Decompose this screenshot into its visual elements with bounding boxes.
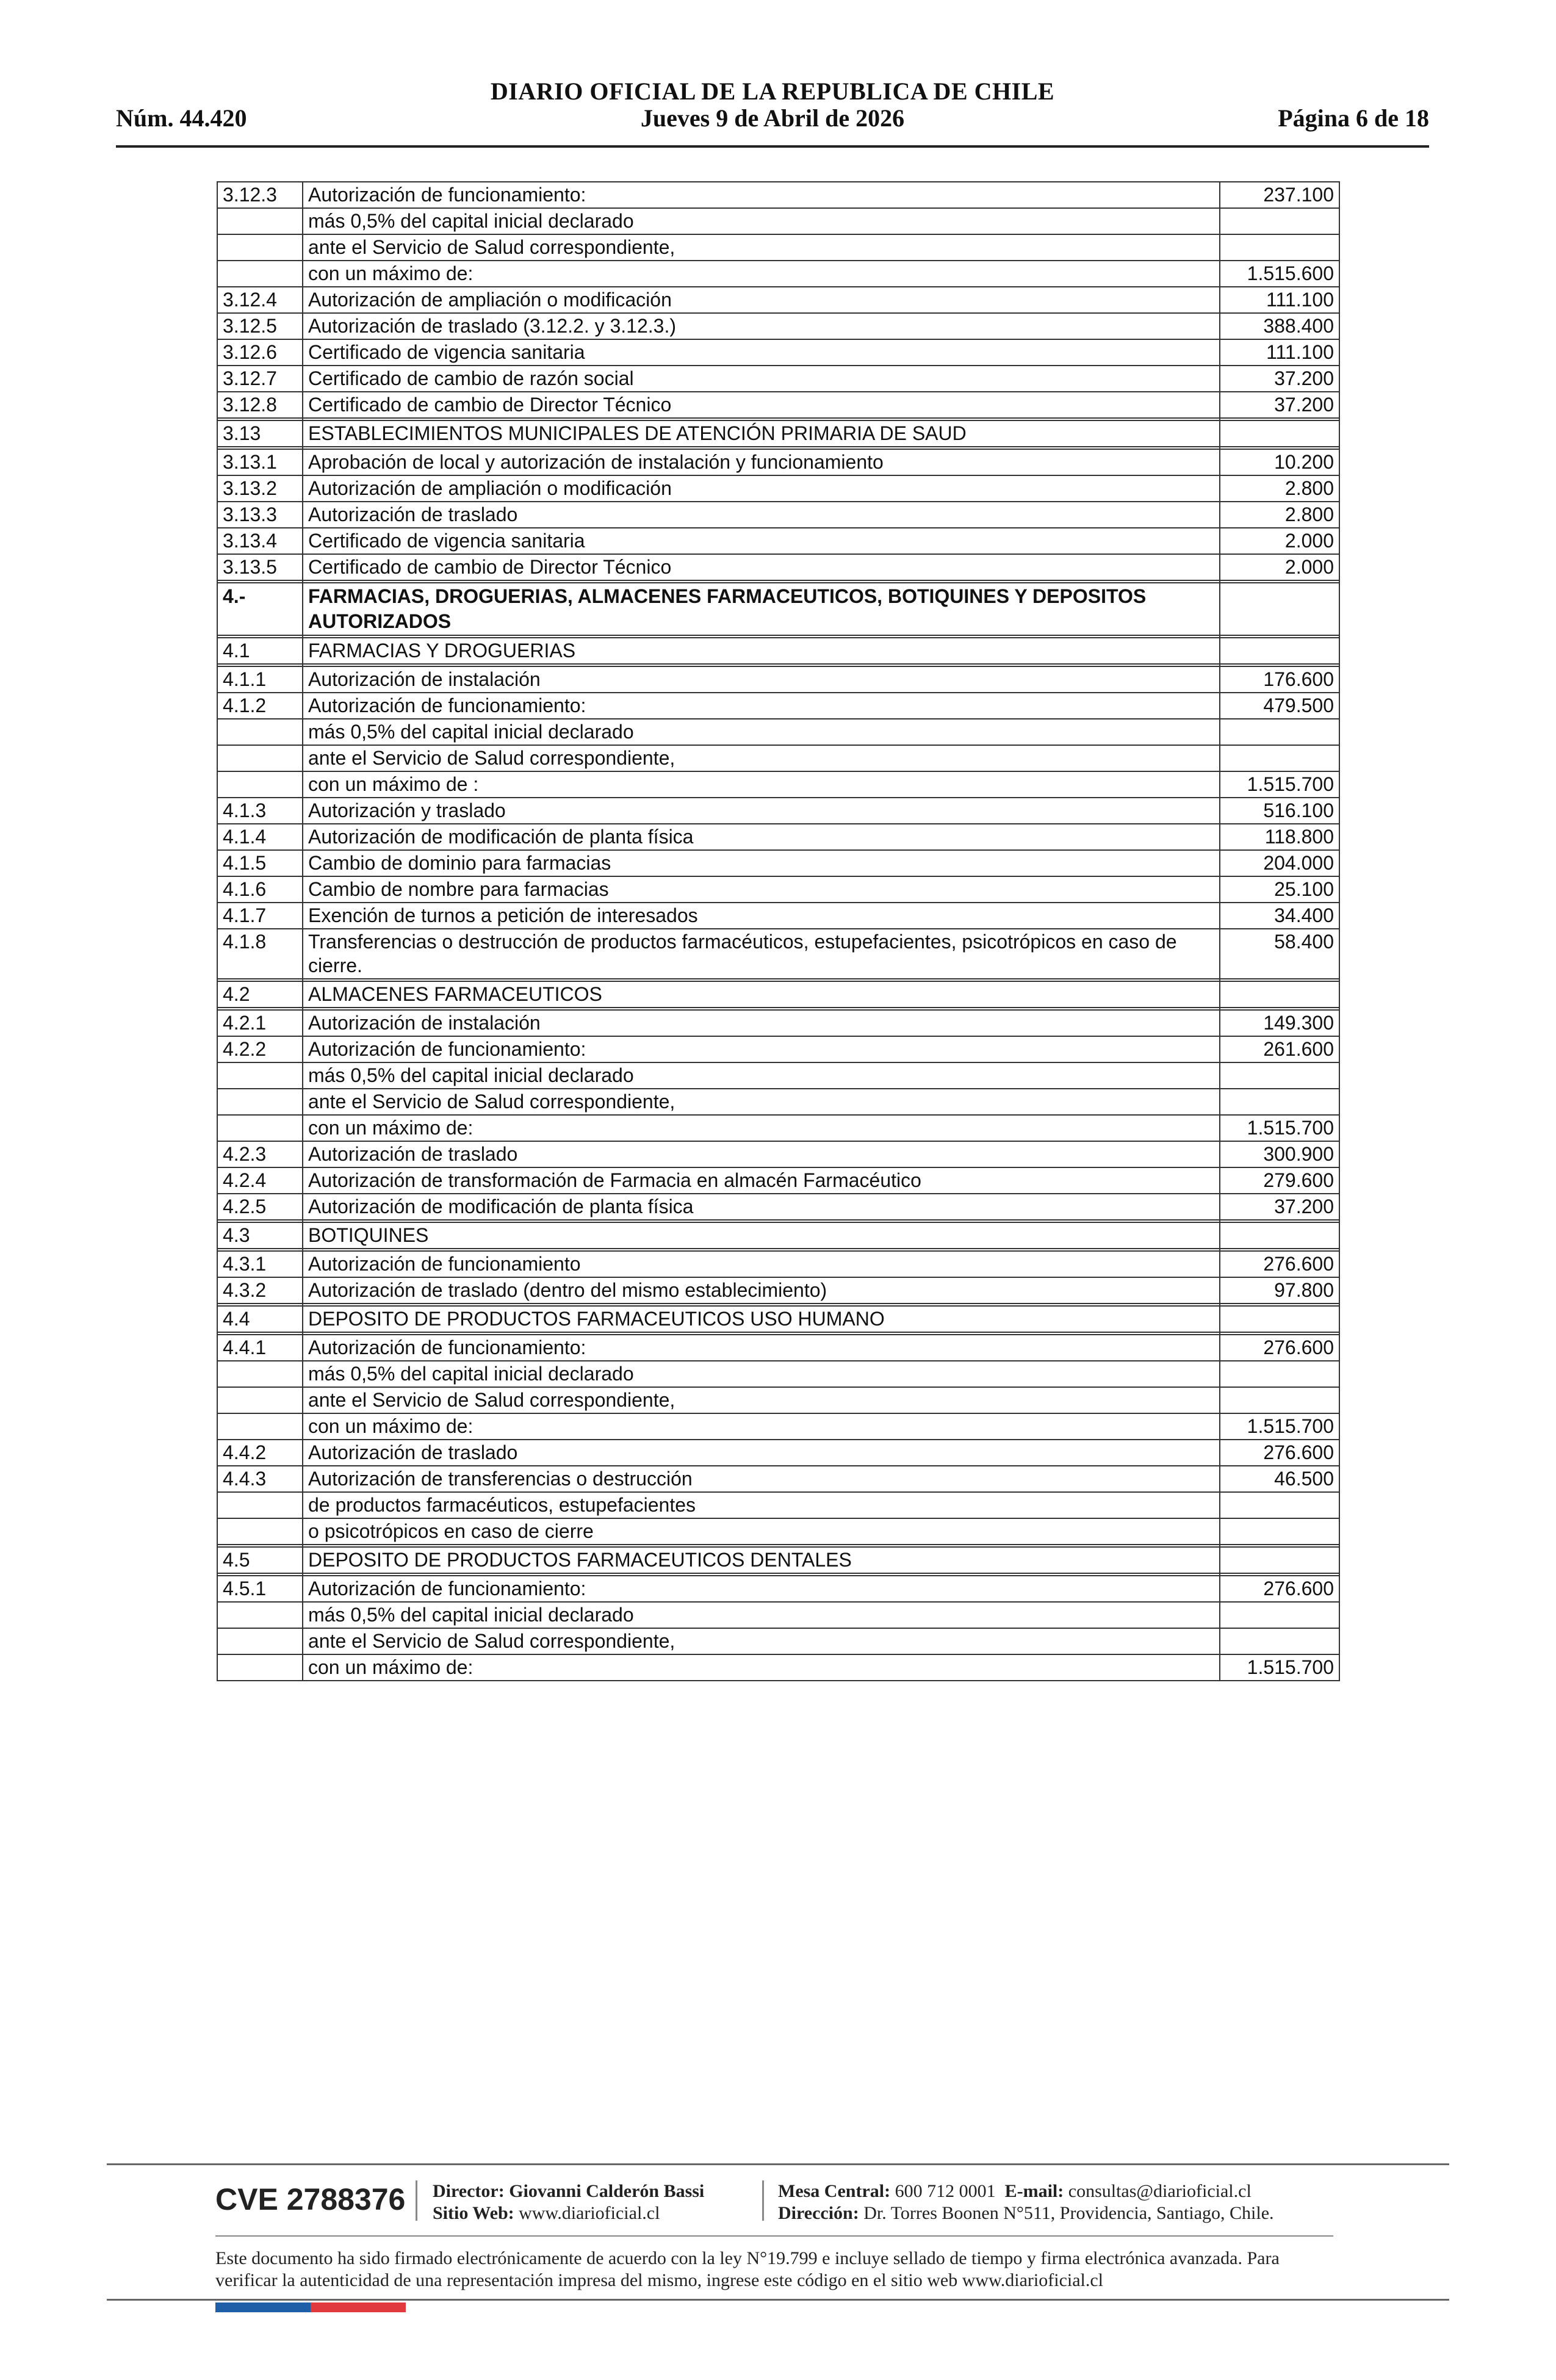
footer-divider <box>215 2235 1333 2237</box>
fee-amount: 111.100 <box>1220 339 1339 366</box>
fee-amount <box>1220 745 1339 771</box>
publication-title: DIARIO OFICIAL DE LA REPUBLICA DE CHILE <box>490 78 1055 105</box>
fee-description: Autorización de instalación <box>303 666 1220 693</box>
director-name: Giovanni Calderón Bassi <box>509 2181 705 2201</box>
phone-label: Mesa Central: <box>778 2181 891 2201</box>
fee-description: ante el Servicio de Salud correspondiente, <box>303 1387 1220 1413</box>
fee-amount: 2.000 <box>1220 528 1339 554</box>
fee-code: 4.2.3 <box>217 1141 303 1167</box>
fee-code: 3.12.3 <box>217 182 303 208</box>
fee-row-continuation <box>217 261 1339 287</box>
director-label: Director: <box>433 2181 505 2201</box>
fee-description: Autorización de traslado <box>303 1141 1220 1167</box>
fee-row <box>217 1576 1339 1602</box>
fee-description: Transferencias o destrucción de productos farmacéuticos, estupefacientes, psicotrópicos en caso de cierre. <box>303 929 1220 979</box>
fee-code: 4.1.7 <box>217 903 303 929</box>
fee-description: más 0,5% del capital inicial declarado <box>303 1361 1220 1387</box>
fee-code: 3.12.6 <box>217 339 303 366</box>
fee-row-continuation <box>217 208 1339 234</box>
fee-description: DEPOSITO DE PRODUCTOS FARMACEUTICOS USO HUMANO <box>303 1306 1220 1332</box>
fee-amount <box>1220 1518 1339 1545</box>
fee-row <box>217 1335 1339 1361</box>
fee-amount: 1.515.700 <box>1220 1654 1339 1681</box>
fee-code: 3.13.1 <box>217 449 303 475</box>
page-header <box>116 73 1429 148</box>
fee-amount: 237.100 <box>1220 182 1339 208</box>
fee-amount: 118.800 <box>1220 824 1339 850</box>
fee-code: 4.5.1 <box>217 1576 303 1602</box>
fee-amount: 300.900 <box>1220 1141 1339 1167</box>
fee-row <box>217 1167 1339 1194</box>
fee-description: ante el Servicio de Salud correspondiente, <box>303 1089 1220 1115</box>
fee-amount <box>1220 981 1339 1008</box>
fee-row <box>217 528 1339 554</box>
fee-code: 3.13 <box>217 420 303 447</box>
fee-amount: 37.200 <box>1220 1194 1339 1220</box>
fee-code: 4.4 <box>217 1306 303 1332</box>
fee-row-continuation <box>217 1062 1339 1089</box>
fee-code <box>217 1413 303 1440</box>
fee-code <box>217 1492 303 1518</box>
fee-amount: 37.200 <box>1220 366 1339 392</box>
fee-code: 3.12.4 <box>217 287 303 313</box>
fee-code: 4.3 <box>217 1222 303 1249</box>
fee-amount <box>1220 234 1339 261</box>
fee-row <box>217 666 1339 693</box>
fee-code <box>217 1361 303 1387</box>
director-line <box>433 2180 704 2202</box>
cve-code: CVE 2788376 <box>215 2182 406 2216</box>
fee-code <box>217 1115 303 1141</box>
fee-row <box>217 392 1339 418</box>
fee-row <box>217 903 1339 929</box>
fee-description: o psicotrópicos en caso de cierre <box>303 1518 1220 1545</box>
fee-description: Autorización de funcionamiento: <box>303 1036 1220 1062</box>
fee-row <box>217 1277 1339 1304</box>
fee-code: 3.13.2 <box>217 475 303 502</box>
fee-row <box>217 798 1339 824</box>
fee-description: más 0,5% del capital inicial declarado <box>303 1062 1220 1089</box>
fee-code: 4.2.1 <box>217 1010 303 1036</box>
fee-row <box>217 287 1339 313</box>
fee-code: 3.13.3 <box>217 502 303 528</box>
fee-description: DEPOSITO DE PRODUCTOS FARMACEUTICOS DENTALES <box>303 1547 1220 1573</box>
fee-code: 4.4.1 <box>217 1335 303 1361</box>
fee-description: ESTABLECIMIENTOS MUNICIPALES DE ATENCIÓN PRIMARIA DE SAUD <box>303 420 1220 447</box>
phone-email-line <box>778 2180 1274 2202</box>
fee-code: 4.5 <box>217 1547 303 1573</box>
address-value: Dr. Torres Boonen N°511, Providencia, Santiago, Chile. <box>863 2203 1274 2223</box>
fee-code <box>217 261 303 287</box>
fee-description: Autorización de funcionamiento: <box>303 693 1220 719</box>
fee-amount: 37.200 <box>1220 392 1339 418</box>
fee-amount <box>1220 719 1339 745</box>
fee-row <box>217 929 1339 979</box>
fee-amount <box>1220 1222 1339 1249</box>
fee-amount: 479.500 <box>1220 693 1339 719</box>
publication-date: Jueves 9 de Abril de 2026 <box>640 104 905 132</box>
fee-description: Certificado de cambio de Director Técnico <box>303 392 1220 418</box>
fee-amount: 261.600 <box>1220 1036 1339 1062</box>
fee-amount <box>1220 1547 1339 1573</box>
fee-code: 4.2.5 <box>217 1194 303 1220</box>
flag-stripe-red <box>311 2302 406 2312</box>
fee-amount: 1.515.700 <box>1220 1115 1339 1141</box>
fee-row <box>217 366 1339 392</box>
fee-amount <box>1220 638 1339 664</box>
fee-description: Cambio de nombre para farmacias <box>303 876 1220 903</box>
footer-divider <box>107 2299 1449 2301</box>
fee-amount <box>1220 208 1339 234</box>
fee-row-continuation <box>217 1628 1339 1654</box>
fee-amount: 111.100 <box>1220 287 1339 313</box>
fee-row <box>217 876 1339 903</box>
fee-description: Autorización de funcionamiento: <box>303 182 1220 208</box>
fee-description: con un máximo de: <box>303 261 1220 287</box>
fee-amount: 1.515.600 <box>1220 261 1339 287</box>
fee-description: Autorización de transferencias o destrucción <box>303 1466 1220 1492</box>
fee-amount: 58.400 <box>1220 929 1339 979</box>
website-label: Sitio Web: <box>433 2203 514 2223</box>
fee-code <box>217 1654 303 1681</box>
website-link[interactable]: www.diarioficial.cl <box>519 2203 660 2223</box>
fee-row <box>217 182 1339 208</box>
fee-row <box>217 638 1339 664</box>
fee-amount: 10.200 <box>1220 449 1339 475</box>
fee-row <box>217 693 1339 719</box>
fee-description: FARMACIAS, DROGUERIAS, ALMACENES FARMACEUTICOS, BOTIQUINES Y DEPOSITOS AUTORIZADOS <box>303 583 1220 635</box>
fee-code: 4.4.3 <box>217 1466 303 1492</box>
fee-table <box>217 181 1340 1681</box>
fee-amount <box>1220 1602 1339 1628</box>
fee-row <box>217 824 1339 850</box>
fee-description: Autorización de modificación de planta física <box>303 1194 1220 1220</box>
fee-code: 4.1.2 <box>217 693 303 719</box>
fee-amount: 276.600 <box>1220 1335 1339 1361</box>
fee-row-continuation <box>217 745 1339 771</box>
fee-description: Autorización de instalación <box>303 1010 1220 1036</box>
fee-amount: 1.515.700 <box>1220 771 1339 798</box>
fee-description: Autorización de traslado (dentro del mismo establecimiento) <box>303 1277 1220 1304</box>
fee-amount: 204.000 <box>1220 850 1339 876</box>
fee-description: ALMACENES FARMACEUTICOS <box>303 981 1220 1008</box>
fee-description: Autorización de funcionamiento <box>303 1251 1220 1277</box>
website-line <box>433 2202 704 2224</box>
fee-amount: 149.300 <box>1220 1010 1339 1036</box>
fee-amount: 176.600 <box>1220 666 1339 693</box>
fee-row <box>217 981 1339 1008</box>
fee-row <box>217 475 1339 502</box>
page-number: Página 6 de 18 <box>1278 104 1429 132</box>
fee-description: con un máximo de : <box>303 771 1220 798</box>
fee-code: 4.1.6 <box>217 876 303 903</box>
fee-code: 4.1.5 <box>217 850 303 876</box>
fee-row <box>217 502 1339 528</box>
fee-amount: 276.600 <box>1220 1576 1339 1602</box>
fee-code: 3.12.7 <box>217 366 303 392</box>
fee-row <box>217 339 1339 366</box>
fee-description: Certificado de cambio de Director Técnico <box>303 554 1220 580</box>
director-block <box>433 2180 704 2224</box>
fee-amount: 276.600 <box>1220 1251 1339 1277</box>
fee-amount: 516.100 <box>1220 798 1339 824</box>
fee-row <box>217 850 1339 876</box>
footer-separator <box>416 2180 417 2221</box>
fee-description: ante el Servicio de Salud correspondiente, <box>303 1628 1220 1654</box>
fee-row <box>217 1440 1339 1466</box>
fee-row-continuation <box>217 1492 1339 1518</box>
fee-description: Certificado de vigencia sanitaria <box>303 528 1220 554</box>
fee-row-continuation <box>217 719 1339 745</box>
fee-row <box>217 1466 1339 1492</box>
fee-code: 4.2.2 <box>217 1036 303 1062</box>
fee-code: 3.13.4 <box>217 528 303 554</box>
fee-code: 4.1.3 <box>217 798 303 824</box>
fee-row-continuation <box>217 1361 1339 1387</box>
fee-row <box>217 1251 1339 1277</box>
fee-description: Exención de turnos a petición de interesados <box>303 903 1220 929</box>
fee-row-continuation <box>217 1654 1339 1681</box>
fee-code: 4.2.4 <box>217 1167 303 1194</box>
fee-row <box>217 1036 1339 1062</box>
fee-code: 4.4.2 <box>217 1440 303 1466</box>
fee-row <box>217 449 1339 475</box>
fee-row-continuation <box>217 234 1339 261</box>
fee-amount <box>1220 420 1339 447</box>
fee-amount: 279.600 <box>1220 1167 1339 1194</box>
fee-code <box>217 1602 303 1628</box>
fee-description: ante el Servicio de Salud correspondiente, <box>303 745 1220 771</box>
fee-amount <box>1220 1306 1339 1332</box>
legal-notice: Este documento ha sido firmado electrónicamente de acuerdo con la ley N°19.799 e incluye sellado de tiempo y firma electrónica avanzada. Para verificar la autenticidad de una representación impresa del mismo, ingrese este código en el sitio web www.diarioficial.cl <box>215 2248 1280 2290</box>
flag-stripe-blue <box>215 2302 311 2312</box>
fee-amount: 25.100 <box>1220 876 1339 903</box>
fee-amount <box>1220 1089 1339 1115</box>
fee-code <box>217 1062 303 1089</box>
fee-code <box>217 1628 303 1654</box>
fee-description: Certificado de cambio de razón social <box>303 366 1220 392</box>
fee-row <box>217 313 1339 339</box>
fee-row-continuation <box>217 1387 1339 1413</box>
footer-divider <box>107 2163 1449 2165</box>
fee-description: con un máximo de: <box>303 1115 1220 1141</box>
fee-description: Cambio de dominio para farmacias <box>303 850 1220 876</box>
issue-number: Núm. 44.420 <box>116 104 247 132</box>
fee-code: 4.1 <box>217 638 303 664</box>
address-line <box>778 2202 1274 2224</box>
fee-code: 3.12.8 <box>217 392 303 418</box>
fee-description: más 0,5% del capital inicial declarado <box>303 208 1220 234</box>
fee-code <box>217 208 303 234</box>
fee-code <box>217 1518 303 1545</box>
fee-row-continuation <box>217 1089 1339 1115</box>
fee-code: 4.3.2 <box>217 1277 303 1304</box>
fee-amount <box>1220 1062 1339 1089</box>
fee-description: con un máximo de: <box>303 1413 1220 1440</box>
fee-amount <box>1220 1492 1339 1518</box>
fee-code <box>217 771 303 798</box>
fee-code: 4.3.1 <box>217 1251 303 1277</box>
fee-code: 3.13.5 <box>217 554 303 580</box>
fee-row <box>217 1194 1339 1220</box>
fee-code: 4.1.8 <box>217 929 303 979</box>
fee-description: Autorización de transformación de Farmacia en almacén Farmacéutico <box>303 1167 1220 1194</box>
fee-code <box>217 1387 303 1413</box>
phone-value: 600 712 0001 <box>895 2181 996 2201</box>
fee-description: Autorización de traslado (3.12.2. y 3.12.3.) <box>303 313 1220 339</box>
fee-code: 4.- <box>217 583 303 635</box>
fee-description: Autorización de ampliación o modificación <box>303 287 1220 313</box>
fee-code <box>217 1089 303 1115</box>
fee-description: Autorización de modificación de planta física <box>303 824 1220 850</box>
email-link[interactable]: consultas@diarioficial.cl <box>1068 2181 1252 2201</box>
fee-code: 4.1.1 <box>217 666 303 693</box>
fee-description: FARMACIAS Y DROGUERIAS <box>303 638 1220 664</box>
fee-row-continuation <box>217 1602 1339 1628</box>
fee-description: ante el Servicio de Salud correspondiente, <box>303 234 1220 261</box>
fee-amount: 34.400 <box>1220 903 1339 929</box>
fee-amount <box>1220 1628 1339 1654</box>
email-label: E-mail: <box>1004 2181 1064 2201</box>
fee-description: Autorización de traslado <box>303 1440 1220 1466</box>
fee-row <box>217 420 1339 447</box>
fee-amount <box>1220 583 1339 635</box>
fee-description: con un máximo de: <box>303 1654 1220 1681</box>
fee-table-body <box>217 182 1339 1681</box>
address-label: Dirección: <box>778 2203 859 2223</box>
fee-row-continuation <box>217 1115 1339 1141</box>
fee-code <box>217 745 303 771</box>
fee-description: Autorización y traslado <box>303 798 1220 824</box>
fee-row-continuation <box>217 1518 1339 1545</box>
fee-description: más 0,5% del capital inicial declarado <box>303 1602 1220 1628</box>
fee-amount: 2.800 <box>1220 475 1339 502</box>
fee-description: BOTIQUINES <box>303 1222 1220 1249</box>
fee-amount: 388.400 <box>1220 313 1339 339</box>
fee-row <box>217 554 1339 580</box>
fee-amount: 276.600 <box>1220 1440 1339 1466</box>
contact-block <box>778 2180 1274 2224</box>
fee-row <box>217 583 1339 635</box>
fee-description: Certificado de vigencia sanitaria <box>303 339 1220 366</box>
fee-description: Autorización de ampliación o modificación <box>303 475 1220 502</box>
fee-amount: 2.000 <box>1220 554 1339 580</box>
fee-amount <box>1220 1361 1339 1387</box>
fee-description: Autorización de funcionamiento: <box>303 1576 1220 1602</box>
fee-code: 3.12.5 <box>217 313 303 339</box>
fee-description: más 0,5% del capital inicial declarado <box>303 719 1220 745</box>
fee-code <box>217 234 303 261</box>
fee-description: Aprobación de local y autorización de instalación y funcionamiento <box>303 449 1220 475</box>
fee-row <box>217 1222 1339 1249</box>
fee-description: de productos farmacéuticos, estupefacientes <box>303 1492 1220 1518</box>
fee-code <box>217 719 303 745</box>
fee-description: Autorización de traslado <box>303 502 1220 528</box>
fee-code: 4.1.4 <box>217 824 303 850</box>
fee-row-continuation <box>217 771 1339 798</box>
fee-amount: 1.515.700 <box>1220 1413 1339 1440</box>
fee-row <box>217 1547 1339 1573</box>
fee-amount: 2.800 <box>1220 502 1339 528</box>
fee-row <box>217 1010 1339 1036</box>
fee-code: 4.2 <box>217 981 303 1008</box>
fee-amount: 97.800 <box>1220 1277 1339 1304</box>
fee-description: Autorización de funcionamiento: <box>303 1335 1220 1361</box>
fee-row-continuation <box>217 1413 1339 1440</box>
fee-amount <box>1220 1387 1339 1413</box>
fee-row <box>217 1141 1339 1167</box>
fee-row <box>217 1306 1339 1332</box>
footer-separator <box>762 2180 764 2221</box>
fee-amount: 46.500 <box>1220 1466 1339 1492</box>
